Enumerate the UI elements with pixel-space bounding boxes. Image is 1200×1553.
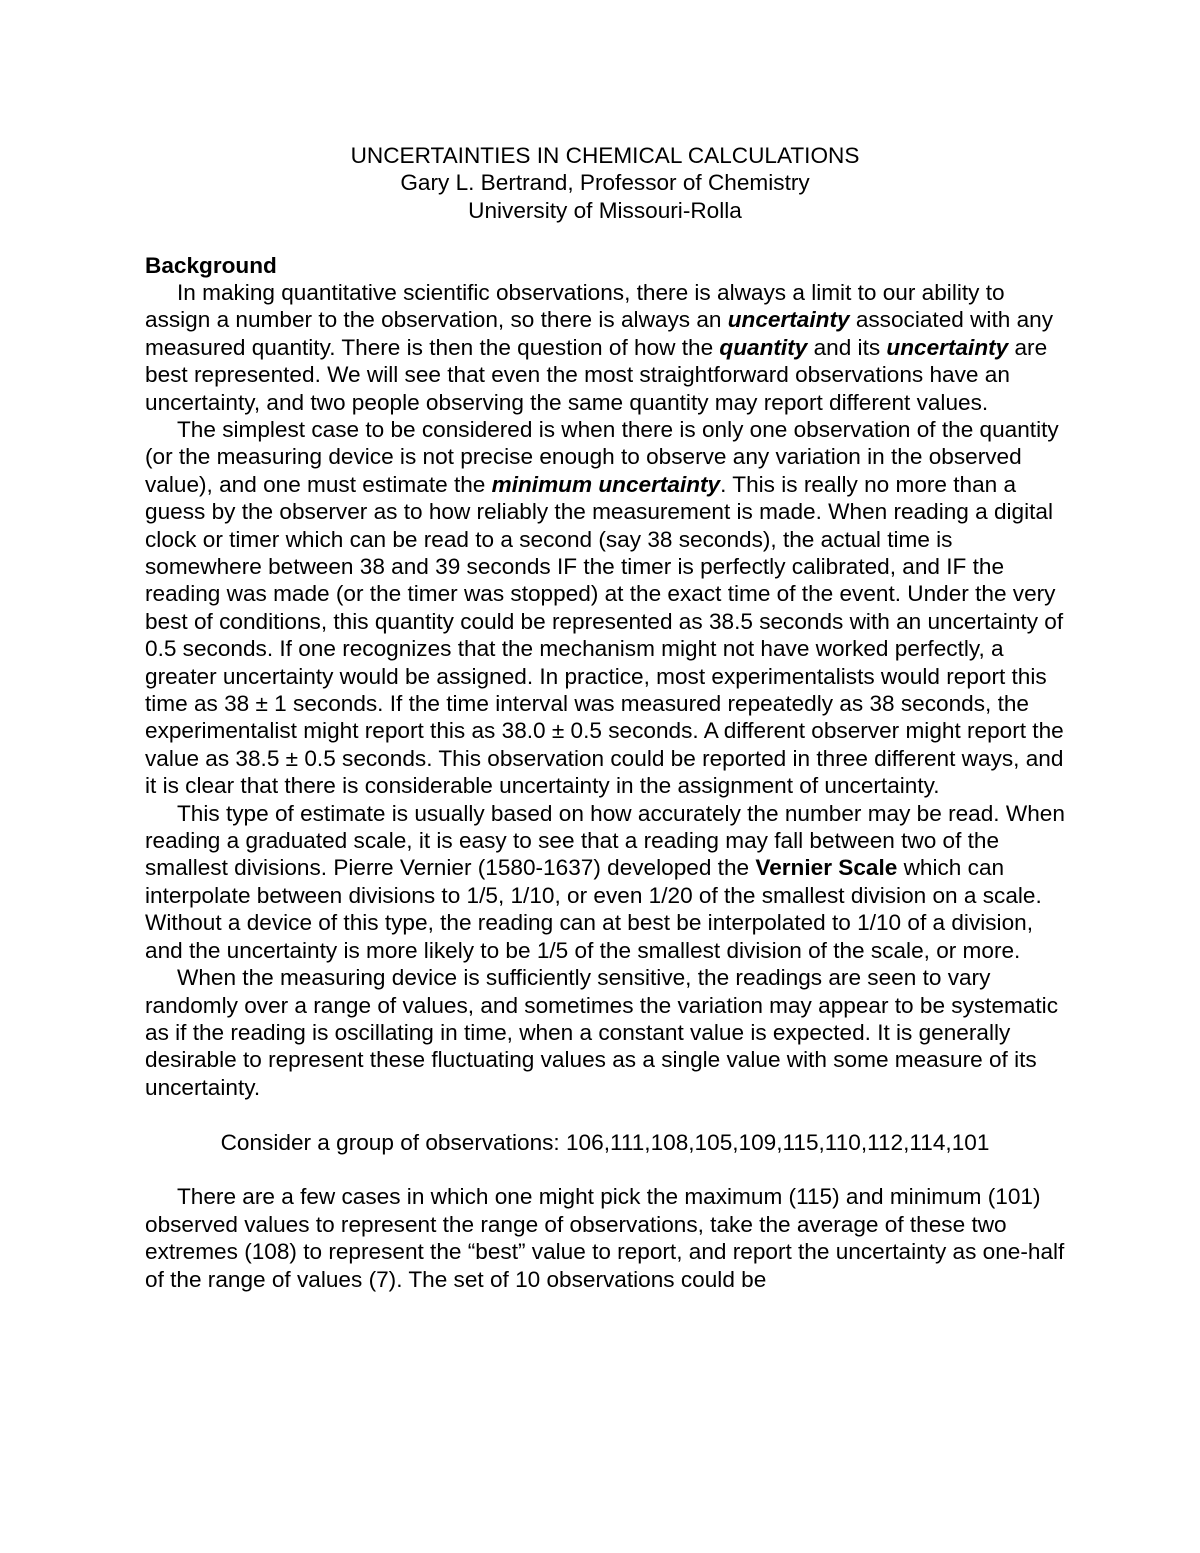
- paragraph-3-text-a: This type of estimate is usually based on how accurately the number may be read. When reading a graduated scale, it is easy to see that a reading may fall between two of the smallest divisions. Pierre Vernier (1580-1637) developed the: [145, 800, 1065, 881]
- term-uncertainty-1: uncertainty: [727, 307, 850, 333]
- paragraph-3-text-c: which can interpolate between divisions to 1/5, 1/10, or even 1/20 of the smallest division on a scale. Without a device of this type, the reading can at best be interpolated to 1/10 of a division, and the uncertainty is more likely to be 1/5 of the smallest division of the scale, or more.: [145, 855, 1042, 963]
- paragraph-1-text-a: In making quantitative scientific observations, there is always a limit to our ability to assign a number to the observation, so there is always an: [145, 279, 1005, 333]
- term-minimum-uncertainty: minimum uncertainty: [491, 471, 721, 497]
- paragraph-2-text-c: . This is really no more than a guess by the observer as to how reliably the measurement is made. When reading a digital clock or timer which can be read to a second (say 38 seconds), the actual time is somewhere between 38 and 39 seconds IF the timer is perfectly calibrated, and IF the reading was made (or the timer was stopped) at the exact time of the event. Under the very best of conditions, this quantity could be represented as 38.5 seconds with an uncertainty of 0.5 seconds. If one recognizes that the mechanism might not have worked perfectly, a greater uncertainty would be assigned. In practice, most experimentalists would report this time as 38 ± 1 seconds. If the time interval was measured repeatedly as 38 seconds, the experimentalist might report this as 38.0 ± 0.5 seconds. A different observer might report the value as 38.5 ± 0.5 seconds. This observation could be reported in three different ways, and it is clear that there is considerable uncertainty in the assignment of uncertainty.: [145, 471, 1064, 799]
- section-heading-background: Background: [145, 252, 277, 278]
- observations-line: Consider a group of observations: 106,111,108,105,109,115,110,112,114,101: [220, 1129, 990, 1155]
- paragraph-1-text-g: are best represented. We will see that even the most straightforward observations have an uncertainty, and two people observing the same quantity may report different values.: [145, 334, 1048, 415]
- document-header: [145, 142, 1065, 224]
- paragraph-3: [145, 800, 1065, 964]
- paragraph-1: [145, 279, 1065, 416]
- document-affiliation: University of Missouri-Rolla: [468, 197, 742, 223]
- paragraph-2: [145, 416, 1065, 800]
- paragraph-1-text-c: associated with any measured quantity. There is then the question of how the: [145, 307, 1054, 360]
- paragraph-5: There are a few cases in which one might pick the maximum (115) and minimum (101) observed values to represent the range of observations, take the average of these two extremes (108) to represent the “best” value to report, and report the uncertainty as one-half of the range of values (7). The set of 10 observations could be: [145, 1184, 1065, 1292]
- document-page: [145, 142, 1065, 1293]
- document-author: Gary L. Bertrand, Professor of Chemistry: [400, 170, 810, 196]
- term-vernier-scale: Vernier Scale: [755, 855, 898, 881]
- term-uncertainty-2: uncertainty: [886, 334, 1009, 360]
- term-quantity: quantity: [719, 334, 808, 360]
- document-title: UNCERTAINTIES IN CHEMICAL CALCULATIONS: [350, 143, 860, 168]
- paragraph-1-text-e: and its: [807, 334, 887, 360]
- paragraph-4: When the measuring device is sufficiently sensitive, the readings are seen to vary randomly over a range of values, and sometimes the variation may appear to be systematic as if the reading is oscillating in time, when a constant value is expected. It is generally desirable to represent these fluctuating values as a single value with some measure of its uncertainty.: [145, 965, 1058, 1100]
- paragraph-2-text-a: The simplest case to be considered is when there is only one observation of the quantity (or the measuring device is not precise enough to observe any variation in the observed value), and one must estimate the: [145, 416, 1059, 497]
